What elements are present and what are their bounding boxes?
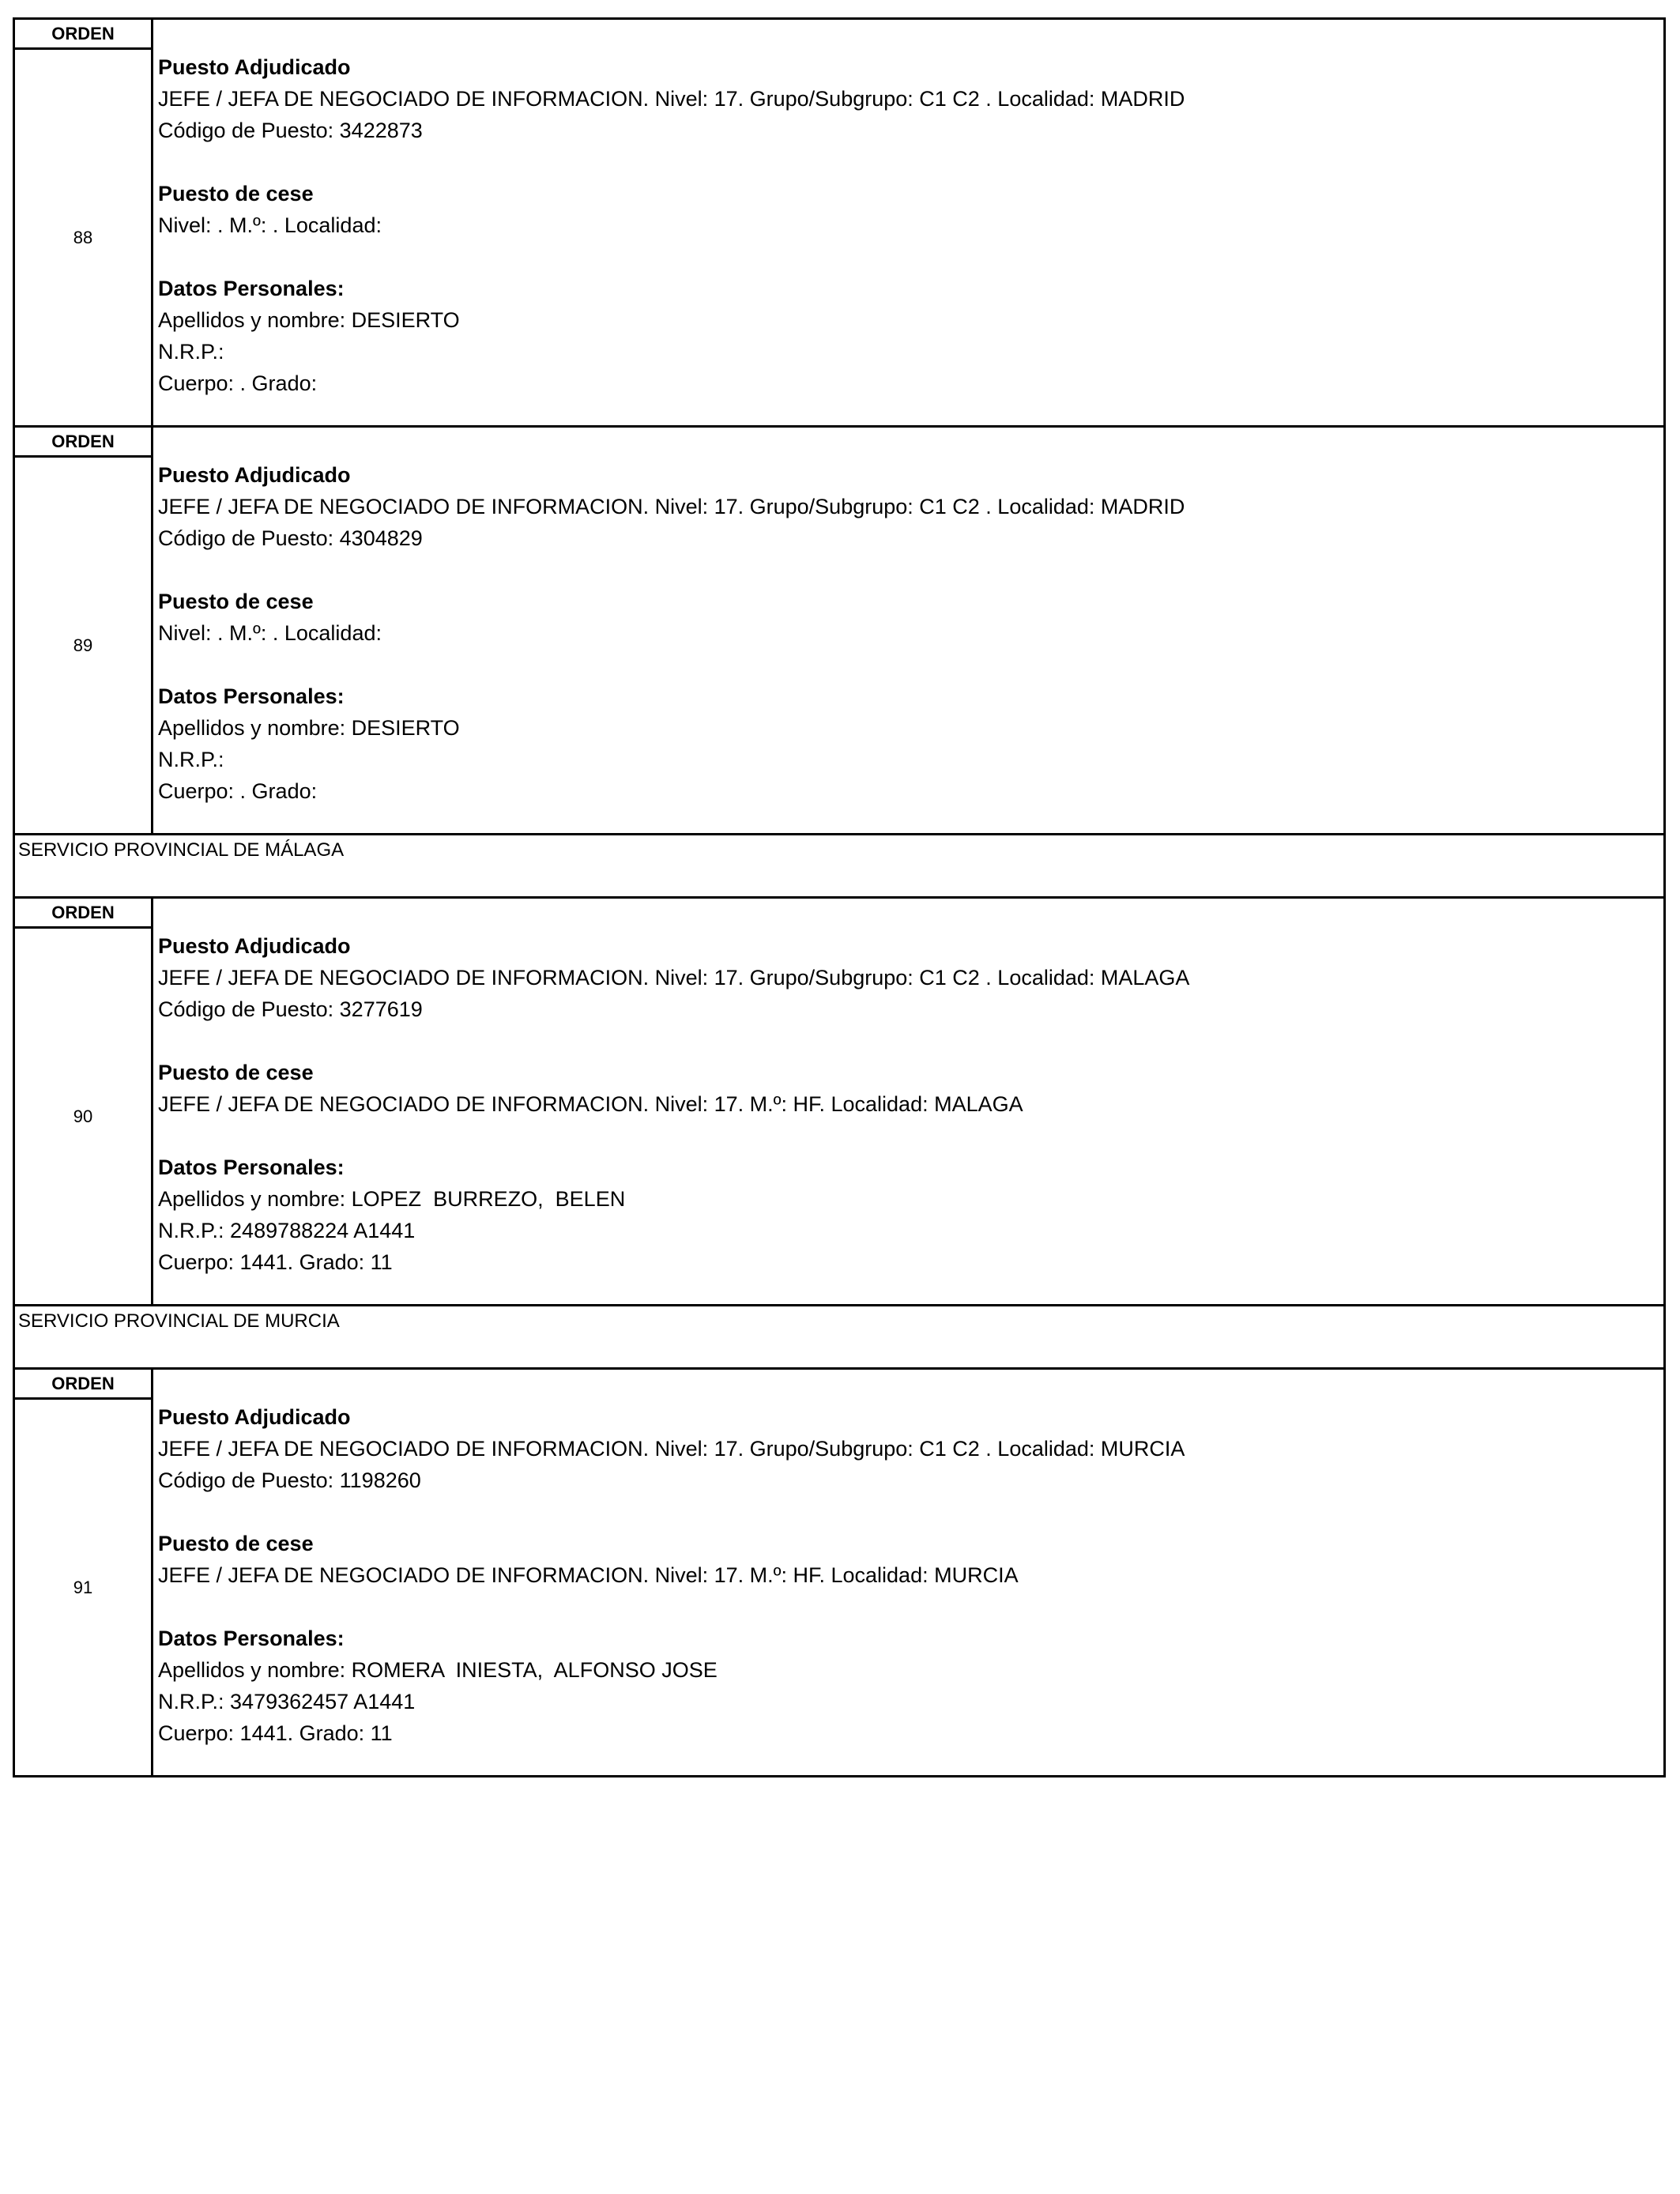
section-header-malaga: SERVICIO PROVINCIAL DE MÁLAGA [15, 835, 1663, 899]
orden-header: ORDEN [15, 428, 151, 458]
orden-column [15, 1370, 153, 1775]
codigo-puesto: Código de Puesto: 3277619 [158, 997, 423, 1021]
orden-number: 91 [73, 1577, 93, 1597]
section-header-murcia: SERVICIO PROVINCIAL DE MURCIA [15, 1306, 1663, 1370]
orden-number: 88 [73, 227, 93, 247]
orden-header: ORDEN [15, 899, 151, 929]
puesto-cese-text: JEFE / JEFA DE NEGOCIADO DE INFORMACION. Nivel: 17. M.º: HF. Localidad: MALAGA [158, 1092, 1023, 1116]
record-content [153, 899, 1663, 1304]
cuerpo-grado: Cuerpo: . Grado: [158, 371, 318, 395]
cuerpo-grado: Cuerpo: 1441. Grado: 11 [158, 1250, 393, 1274]
cuerpo-grado: Cuerpo: 1441. Grado: 11 [158, 1721, 393, 1745]
record-row [15, 899, 1663, 1306]
record-row [15, 1370, 1663, 1777]
puesto-adjudicado-text: JEFE / JEFA DE NEGOCIADO DE INFORMACION. Nivel: 17. Grupo/Subgrupo: C1 C2 . Localidad: MADRID [158, 495, 1185, 518]
orden-header: ORDEN [15, 20, 151, 50]
document-table [13, 17, 1666, 1777]
codigo-puesto: Código de Puesto: 3422873 [158, 119, 423, 142]
puesto-cese-heading: Puesto de cese [158, 590, 314, 613]
datos-personales-heading: Datos Personales: [158, 277, 345, 300]
orden-column [15, 20, 153, 425]
puesto-adjudicado-text: JEFE / JEFA DE NEGOCIADO DE INFORMACION. Nivel: 17. Grupo/Subgrupo: C1 C2 . Localidad: MALAGA [158, 966, 1190, 990]
orden-header: ORDEN [15, 1370, 151, 1400]
puesto-adjudicado-text: JEFE / JEFA DE NEGOCIADO DE INFORMACION. Nivel: 17. Grupo/Subgrupo: C1 C2 . Localidad: MURCIA [158, 1437, 1185, 1461]
apellidos-nombre: Apellidos y nombre: DESIERTO [158, 308, 460, 332]
puesto-adjudicado-text: JEFE / JEFA DE NEGOCIADO DE INFORMACION. Nivel: 17. Grupo/Subgrupo: C1 C2 . Localidad: MADRID [158, 87, 1185, 111]
apellidos-nombre: Apellidos y nombre: DESIERTO [158, 716, 460, 740]
orden-number: 89 [73, 635, 93, 655]
puesto-cese-heading: Puesto de cese [158, 1061, 314, 1084]
apellidos-nombre: Apellidos y nombre: ROMERA INIESTA, ALFONSO JOSE [158, 1658, 718, 1682]
cuerpo-grado: Cuerpo: . Grado: [158, 779, 318, 803]
puesto-cese-text: Nivel: . M.º: . Localidad: [158, 213, 382, 237]
puesto-adjudicado-heading: Puesto Adjudicado [158, 463, 351, 487]
orden-number: 90 [73, 1106, 93, 1126]
nrp: N.R.P.: 3479362457 A1441 [158, 1690, 416, 1713]
datos-personales-heading: Datos Personales: [158, 1627, 345, 1650]
nrp: N.R.P.: [158, 340, 224, 364]
puesto-adjudicado-heading: Puesto Adjudicado [158, 1405, 351, 1429]
orden-column [15, 899, 153, 1304]
puesto-cese-text: JEFE / JEFA DE NEGOCIADO DE INFORMACION. Nivel: 17. M.º: HF. Localidad: MURCIA [158, 1563, 1019, 1587]
puesto-cese-heading: Puesto de cese [158, 182, 314, 205]
codigo-puesto: Código de Puesto: 1198260 [158, 1468, 421, 1492]
codigo-puesto: Código de Puesto: 4304829 [158, 526, 423, 550]
puesto-cese-text: Nivel: . M.º: . Localidad: [158, 621, 382, 645]
nrp: N.R.P.: [158, 748, 224, 771]
datos-personales-heading: Datos Personales: [158, 1155, 345, 1179]
puesto-cese-heading: Puesto de cese [158, 1532, 314, 1555]
orden-column [15, 428, 153, 833]
apellidos-nombre: Apellidos y nombre: LOPEZ BURREZO, BELEN [158, 1187, 626, 1211]
record-content [153, 428, 1663, 833]
record-content [153, 20, 1663, 425]
datos-personales-heading: Datos Personales: [158, 684, 345, 708]
record-content [153, 1370, 1663, 1775]
puesto-adjudicado-heading: Puesto Adjudicado [158, 55, 351, 79]
puesto-adjudicado-heading: Puesto Adjudicado [158, 934, 351, 958]
nrp: N.R.P.: 2489788224 A1441 [158, 1219, 416, 1242]
record-row [15, 428, 1663, 835]
record-row [15, 20, 1663, 428]
